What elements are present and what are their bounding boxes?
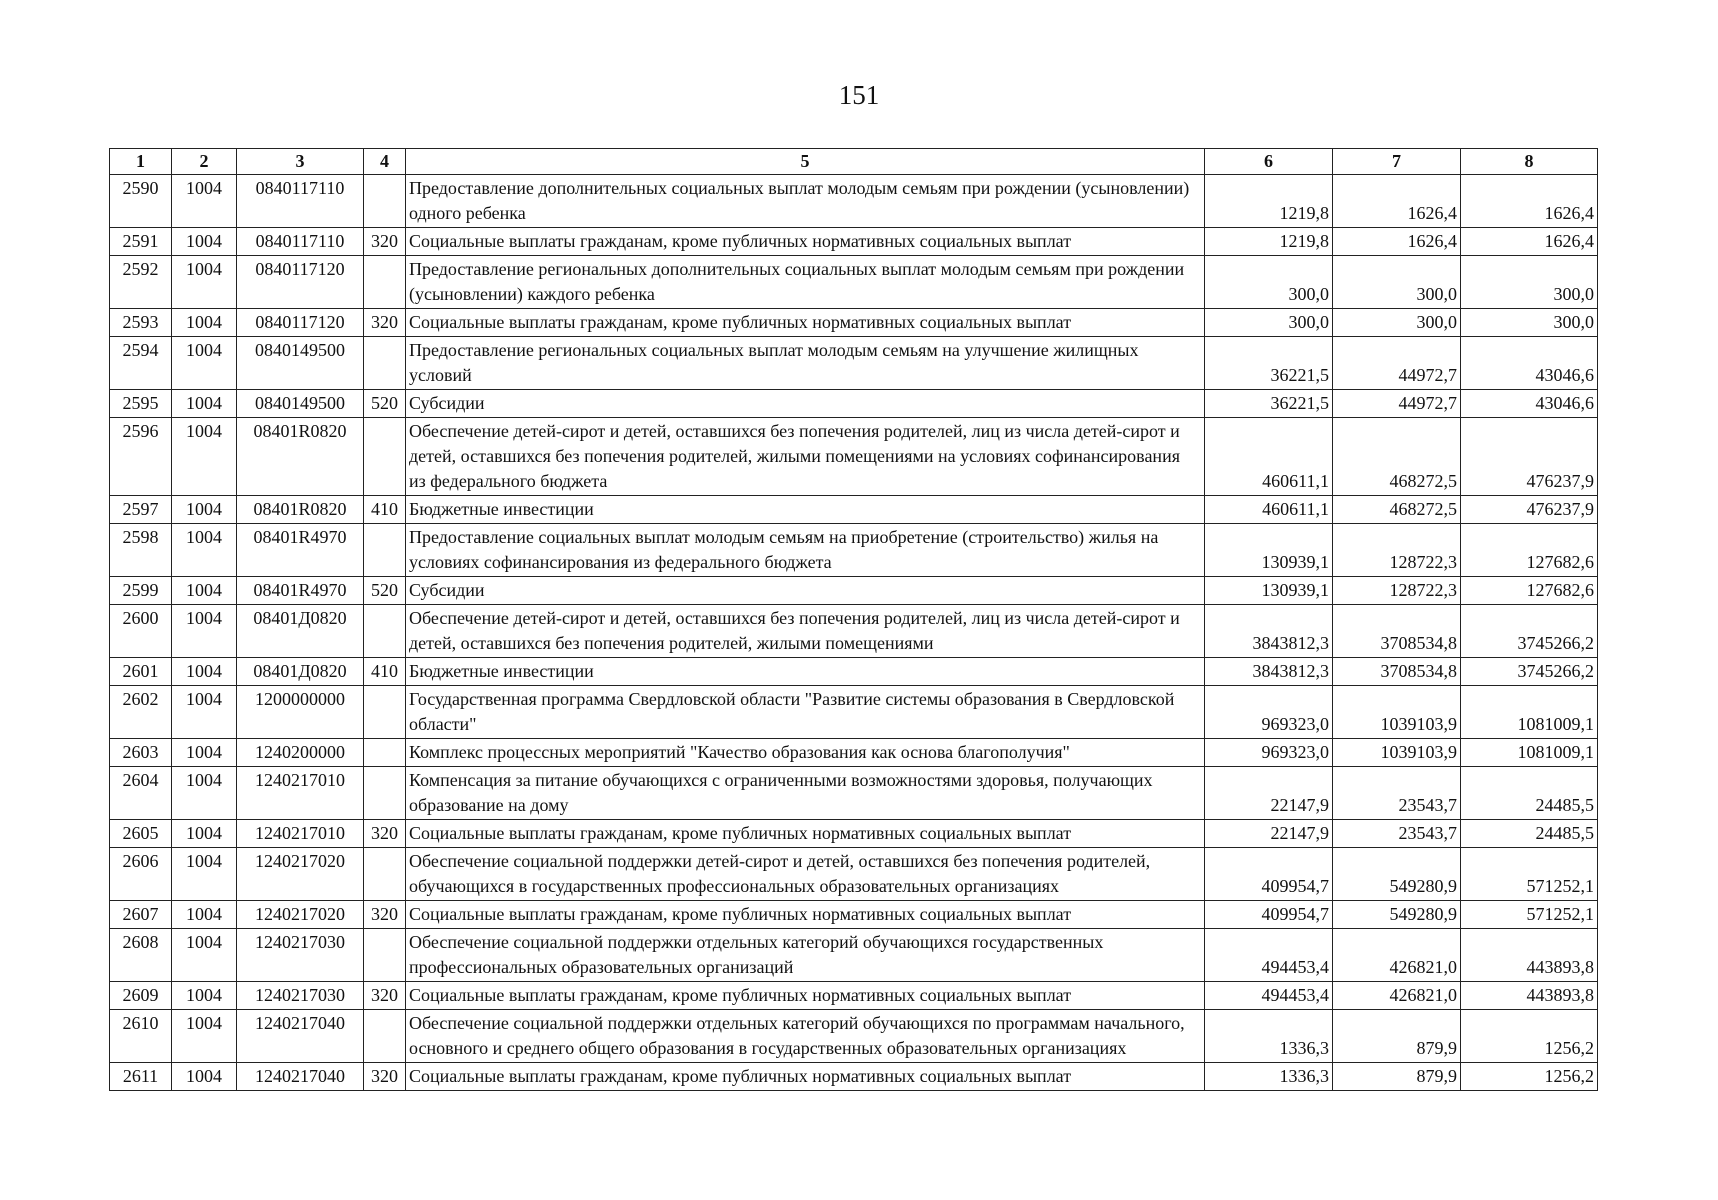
item-name: Социальные выплаты гражданам, кроме публичных нормативных социальных выплат	[406, 982, 1205, 1010]
table-row	[110, 686, 1598, 739]
amount-col-6: 130939,1	[1205, 577, 1333, 605]
amount-col-8: 24485,5	[1461, 767, 1598, 820]
table-row	[110, 577, 1598, 605]
amount-col-8: 3745266,2	[1461, 658, 1598, 686]
amount-col-6: 1336,3	[1205, 1063, 1333, 1091]
section-code: 1004	[172, 848, 237, 901]
item-name: Предоставление дополнительных социальных выплат молодым семьям при рождении (усыновлении) одного ребенка	[406, 175, 1205, 228]
table-row	[110, 929, 1598, 982]
amount-col-7: 1626,4	[1333, 228, 1461, 256]
amount-col-6: 300,0	[1205, 309, 1333, 337]
target-article-code: 1240217010	[237, 820, 364, 848]
section-code: 1004	[172, 658, 237, 686]
amount-col-7: 468272,5	[1333, 496, 1461, 524]
amount-col-7: 23543,7	[1333, 820, 1461, 848]
table-row	[110, 418, 1598, 496]
section-code: 1004	[172, 1063, 237, 1091]
section-code: 1004	[172, 337, 237, 390]
table-row	[110, 982, 1598, 1010]
table-row	[110, 524, 1598, 577]
amount-col-6: 460611,1	[1205, 496, 1333, 524]
amount-col-6: 130939,1	[1205, 524, 1333, 577]
row-number: 2592	[110, 256, 172, 309]
amount-col-8: 571252,1	[1461, 901, 1598, 929]
amount-col-8: 476237,9	[1461, 496, 1598, 524]
table-row	[110, 390, 1598, 418]
section-code: 1004	[172, 1010, 237, 1063]
row-number: 2610	[110, 1010, 172, 1063]
amount-col-8: 1256,2	[1461, 1010, 1598, 1063]
item-name: Обеспечение детей-сирот и детей, оставшихся без попечения родителей, лиц из числа детей-сирот и детей, оставшихся без попечения родителей, жилыми помещениями	[406, 605, 1205, 658]
table-row	[110, 820, 1598, 848]
row-number: 2591	[110, 228, 172, 256]
item-name: Обеспечение социальной поддержки отдельных категорий обучающихся по программам начального, основного и среднего общего образования в государственных образовательных организациях	[406, 1010, 1205, 1063]
amount-col-8: 127682,6	[1461, 577, 1598, 605]
expense-type-code	[364, 337, 406, 390]
row-number: 2604	[110, 767, 172, 820]
section-code: 1004	[172, 901, 237, 929]
target-article-code: 1240217020	[237, 848, 364, 901]
item-name: Социальные выплаты гражданам, кроме публичных нормативных социальных выплат	[406, 228, 1205, 256]
target-article-code: 1200000000	[237, 686, 364, 739]
target-article-code: 1240217040	[237, 1063, 364, 1091]
expense-type-code: 320	[364, 901, 406, 929]
table-row	[110, 228, 1598, 256]
amount-col-8: 443893,8	[1461, 982, 1598, 1010]
amount-col-7: 3708534,8	[1333, 605, 1461, 658]
expense-type-code: 520	[364, 577, 406, 605]
row-number: 2595	[110, 390, 172, 418]
item-name: Предоставление региональных дополнительных социальных выплат молодым семьям при рождении (усыновлении) каждого ребенка	[406, 256, 1205, 309]
header-cell-2: 2	[172, 149, 237, 175]
target-article-code: 0840149500	[237, 390, 364, 418]
amount-col-6: 1219,8	[1205, 228, 1333, 256]
expense-type-code	[364, 524, 406, 577]
row-number: 2594	[110, 337, 172, 390]
amount-col-8: 3745266,2	[1461, 605, 1598, 658]
expense-type-code	[364, 1010, 406, 1063]
amount-col-7: 44972,7	[1333, 390, 1461, 418]
target-article-code: 08401R4970	[237, 577, 364, 605]
table-row	[110, 605, 1598, 658]
section-code: 1004	[172, 577, 237, 605]
amount-col-6: 494453,4	[1205, 982, 1333, 1010]
section-code: 1004	[172, 820, 237, 848]
table-row	[110, 256, 1598, 309]
expense-type-code: 410	[364, 658, 406, 686]
row-number: 2602	[110, 686, 172, 739]
item-name: Обеспечение детей-сирот и детей, оставшихся без попечения родителей, лиц из числа детей-сирот и детей, оставшихся без попечения родителей, жилыми помещениями на условиях софинансирования из федерального бюджета	[406, 418, 1205, 496]
amount-col-6: 36221,5	[1205, 390, 1333, 418]
item-name: Предоставление региональных социальных выплат молодым семьям на улучшение жилищных условий	[406, 337, 1205, 390]
amount-col-8: 1256,2	[1461, 1063, 1598, 1091]
row-number: 2597	[110, 496, 172, 524]
target-article-code: 0840117120	[237, 256, 364, 309]
target-article-code: 08401R4970	[237, 524, 364, 577]
table-row	[110, 901, 1598, 929]
section-code: 1004	[172, 524, 237, 577]
budget-table	[109, 148, 1598, 1091]
target-article-code: 08401R0820	[237, 496, 364, 524]
item-name: Социальные выплаты гражданам, кроме публичных нормативных социальных выплат	[406, 820, 1205, 848]
amount-col-6: 1336,3	[1205, 1010, 1333, 1063]
section-code: 1004	[172, 228, 237, 256]
row-number: 2611	[110, 1063, 172, 1091]
section-code: 1004	[172, 929, 237, 982]
target-article-code: 0840149500	[237, 337, 364, 390]
amount-col-7: 128722,3	[1333, 524, 1461, 577]
amount-col-8: 443893,8	[1461, 929, 1598, 982]
row-number: 2607	[110, 901, 172, 929]
table-row	[110, 1063, 1598, 1091]
expense-type-code	[364, 175, 406, 228]
target-article-code: 1240217030	[237, 929, 364, 982]
row-number: 2596	[110, 418, 172, 496]
amount-col-7: 3708534,8	[1333, 658, 1461, 686]
amount-col-6: 969323,0	[1205, 739, 1333, 767]
amount-col-7: 549280,9	[1333, 901, 1461, 929]
expense-type-code	[364, 767, 406, 820]
table-row	[110, 739, 1598, 767]
item-name: Социальные выплаты гражданам, кроме публичных нормативных социальных выплат	[406, 309, 1205, 337]
header-row	[110, 149, 1598, 175]
amount-col-7: 1039103,9	[1333, 686, 1461, 739]
section-code: 1004	[172, 686, 237, 739]
table-row	[110, 309, 1598, 337]
section-code: 1004	[172, 175, 237, 228]
amount-col-6: 300,0	[1205, 256, 1333, 309]
item-name: Субсидии	[406, 390, 1205, 418]
table-row	[110, 767, 1598, 820]
section-code: 1004	[172, 605, 237, 658]
header-cell-6: 6	[1205, 149, 1333, 175]
item-name: Социальные выплаты гражданам, кроме публичных нормативных социальных выплат	[406, 901, 1205, 929]
expense-type-code: 410	[364, 496, 406, 524]
expense-type-code	[364, 418, 406, 496]
amount-col-8: 476237,9	[1461, 418, 1598, 496]
row-number: 2599	[110, 577, 172, 605]
amount-col-6: 1219,8	[1205, 175, 1333, 228]
table-row	[110, 658, 1598, 686]
page-number: 151	[838, 80, 880, 110]
item-name: Государственная программа Свердловской области "Развитие системы образования в Свердловской области"	[406, 686, 1205, 739]
amount-col-6: 3843812,3	[1205, 605, 1333, 658]
amount-col-7: 44972,7	[1333, 337, 1461, 390]
amount-col-7: 468272,5	[1333, 418, 1461, 496]
amount-col-8: 43046,6	[1461, 337, 1598, 390]
item-name: Компенсация за питание обучающихся с ограниченными возможностями здоровья, получающих образование на дому	[406, 767, 1205, 820]
amount-col-7: 879,9	[1333, 1010, 1461, 1063]
section-code: 1004	[172, 496, 237, 524]
item-name: Обеспечение социальной поддержки отдельных категорий обучающихся государственных профессиональных образовательных организаций	[406, 929, 1205, 982]
amount-col-7: 549280,9	[1333, 848, 1461, 901]
amount-col-8: 127682,6	[1461, 524, 1598, 577]
amount-col-6: 22147,9	[1205, 767, 1333, 820]
table-row	[110, 175, 1598, 228]
item-name: Социальные выплаты гражданам, кроме публичных нормативных социальных выплат	[406, 1063, 1205, 1091]
table-row	[110, 848, 1598, 901]
target-article-code: 1240217040	[237, 1010, 364, 1063]
amount-col-7: 23543,7	[1333, 767, 1461, 820]
row-number: 2600	[110, 605, 172, 658]
section-code: 1004	[172, 256, 237, 309]
expense-type-code	[364, 929, 406, 982]
amount-col-6: 36221,5	[1205, 337, 1333, 390]
item-name: Комплекс процессных мероприятий "Качество образования как основа благополучия"	[406, 739, 1205, 767]
row-number: 2598	[110, 524, 172, 577]
amount-col-7: 879,9	[1333, 1063, 1461, 1091]
target-article-code: 08401R0820	[237, 418, 364, 496]
amount-col-8: 1081009,1	[1461, 686, 1598, 739]
expense-type-code	[364, 605, 406, 658]
item-name: Субсидии	[406, 577, 1205, 605]
amount-col-6: 460611,1	[1205, 418, 1333, 496]
target-article-code: 08401Д0820	[237, 605, 364, 658]
amount-col-7: 426821,0	[1333, 982, 1461, 1010]
amount-col-8: 1081009,1	[1461, 739, 1598, 767]
amount-col-6: 494453,4	[1205, 929, 1333, 982]
amount-col-8: 300,0	[1461, 256, 1598, 309]
amount-col-8: 300,0	[1461, 309, 1598, 337]
expense-type-code: 320	[364, 1063, 406, 1091]
expense-type-code: 320	[364, 228, 406, 256]
target-article-code: 0840117110	[237, 175, 364, 228]
amount-col-7: 1039103,9	[1333, 739, 1461, 767]
row-number: 2609	[110, 982, 172, 1010]
amount-col-6: 409954,7	[1205, 848, 1333, 901]
amount-col-7: 300,0	[1333, 256, 1461, 309]
target-article-code: 1240200000	[237, 739, 364, 767]
target-article-code: 0840117120	[237, 309, 364, 337]
amount-col-7: 1626,4	[1333, 175, 1461, 228]
row-number: 2590	[110, 175, 172, 228]
expense-type-code	[364, 739, 406, 767]
section-code: 1004	[172, 390, 237, 418]
expense-type-code: 320	[364, 820, 406, 848]
table-row	[110, 337, 1598, 390]
amount-col-6: 3843812,3	[1205, 658, 1333, 686]
section-code: 1004	[172, 982, 237, 1010]
section-code: 1004	[172, 767, 237, 820]
item-name: Бюджетные инвестиции	[406, 658, 1205, 686]
target-article-code: 1240217010	[237, 767, 364, 820]
row-number: 2603	[110, 739, 172, 767]
section-code: 1004	[172, 418, 237, 496]
amount-col-8: 1626,4	[1461, 175, 1598, 228]
row-number: 2606	[110, 848, 172, 901]
table-row	[110, 496, 1598, 524]
row-number: 2605	[110, 820, 172, 848]
target-article-code: 08401Д0820	[237, 658, 364, 686]
header-cell-7: 7	[1333, 149, 1461, 175]
header-cell-8: 8	[1461, 149, 1598, 175]
expense-type-code	[364, 256, 406, 309]
item-name: Обеспечение социальной поддержки детей-сирот и детей, оставшихся без попечения родителей, обучающихся в государственных профессиональных образовательных организациях	[406, 848, 1205, 901]
amount-col-7: 300,0	[1333, 309, 1461, 337]
header-cell-3: 3	[237, 149, 364, 175]
header-cell-4: 4	[364, 149, 406, 175]
expense-type-code: 320	[364, 982, 406, 1010]
amount-col-8: 1626,4	[1461, 228, 1598, 256]
header-cell-5: 5	[406, 149, 1205, 175]
amount-col-6: 969323,0	[1205, 686, 1333, 739]
expense-type-code	[364, 848, 406, 901]
target-article-code: 1240217020	[237, 901, 364, 929]
row-number: 2593	[110, 309, 172, 337]
row-number: 2608	[110, 929, 172, 982]
expense-type-code: 520	[364, 390, 406, 418]
row-number: 2601	[110, 658, 172, 686]
amount-col-8: 571252,1	[1461, 848, 1598, 901]
header-cell-1: 1	[110, 149, 172, 175]
table-row	[110, 1010, 1598, 1063]
amount-col-6: 409954,7	[1205, 901, 1333, 929]
section-code: 1004	[172, 309, 237, 337]
target-article-code: 1240217030	[237, 982, 364, 1010]
amount-col-8: 43046,6	[1461, 390, 1598, 418]
expense-type-code	[364, 686, 406, 739]
table-body	[110, 175, 1598, 1091]
amount-col-7: 128722,3	[1333, 577, 1461, 605]
section-code: 1004	[172, 739, 237, 767]
amount-col-8: 24485,5	[1461, 820, 1598, 848]
item-name: Бюджетные инвестиции	[406, 496, 1205, 524]
target-article-code: 0840117110	[237, 228, 364, 256]
amount-col-6: 22147,9	[1205, 820, 1333, 848]
amount-col-7: 426821,0	[1333, 929, 1461, 982]
expense-type-code: 320	[364, 309, 406, 337]
item-name: Предоставление социальных выплат молодым семьям на приобретение (строительство) жилья на условиях софинансирования из федерального бюджета	[406, 524, 1205, 577]
